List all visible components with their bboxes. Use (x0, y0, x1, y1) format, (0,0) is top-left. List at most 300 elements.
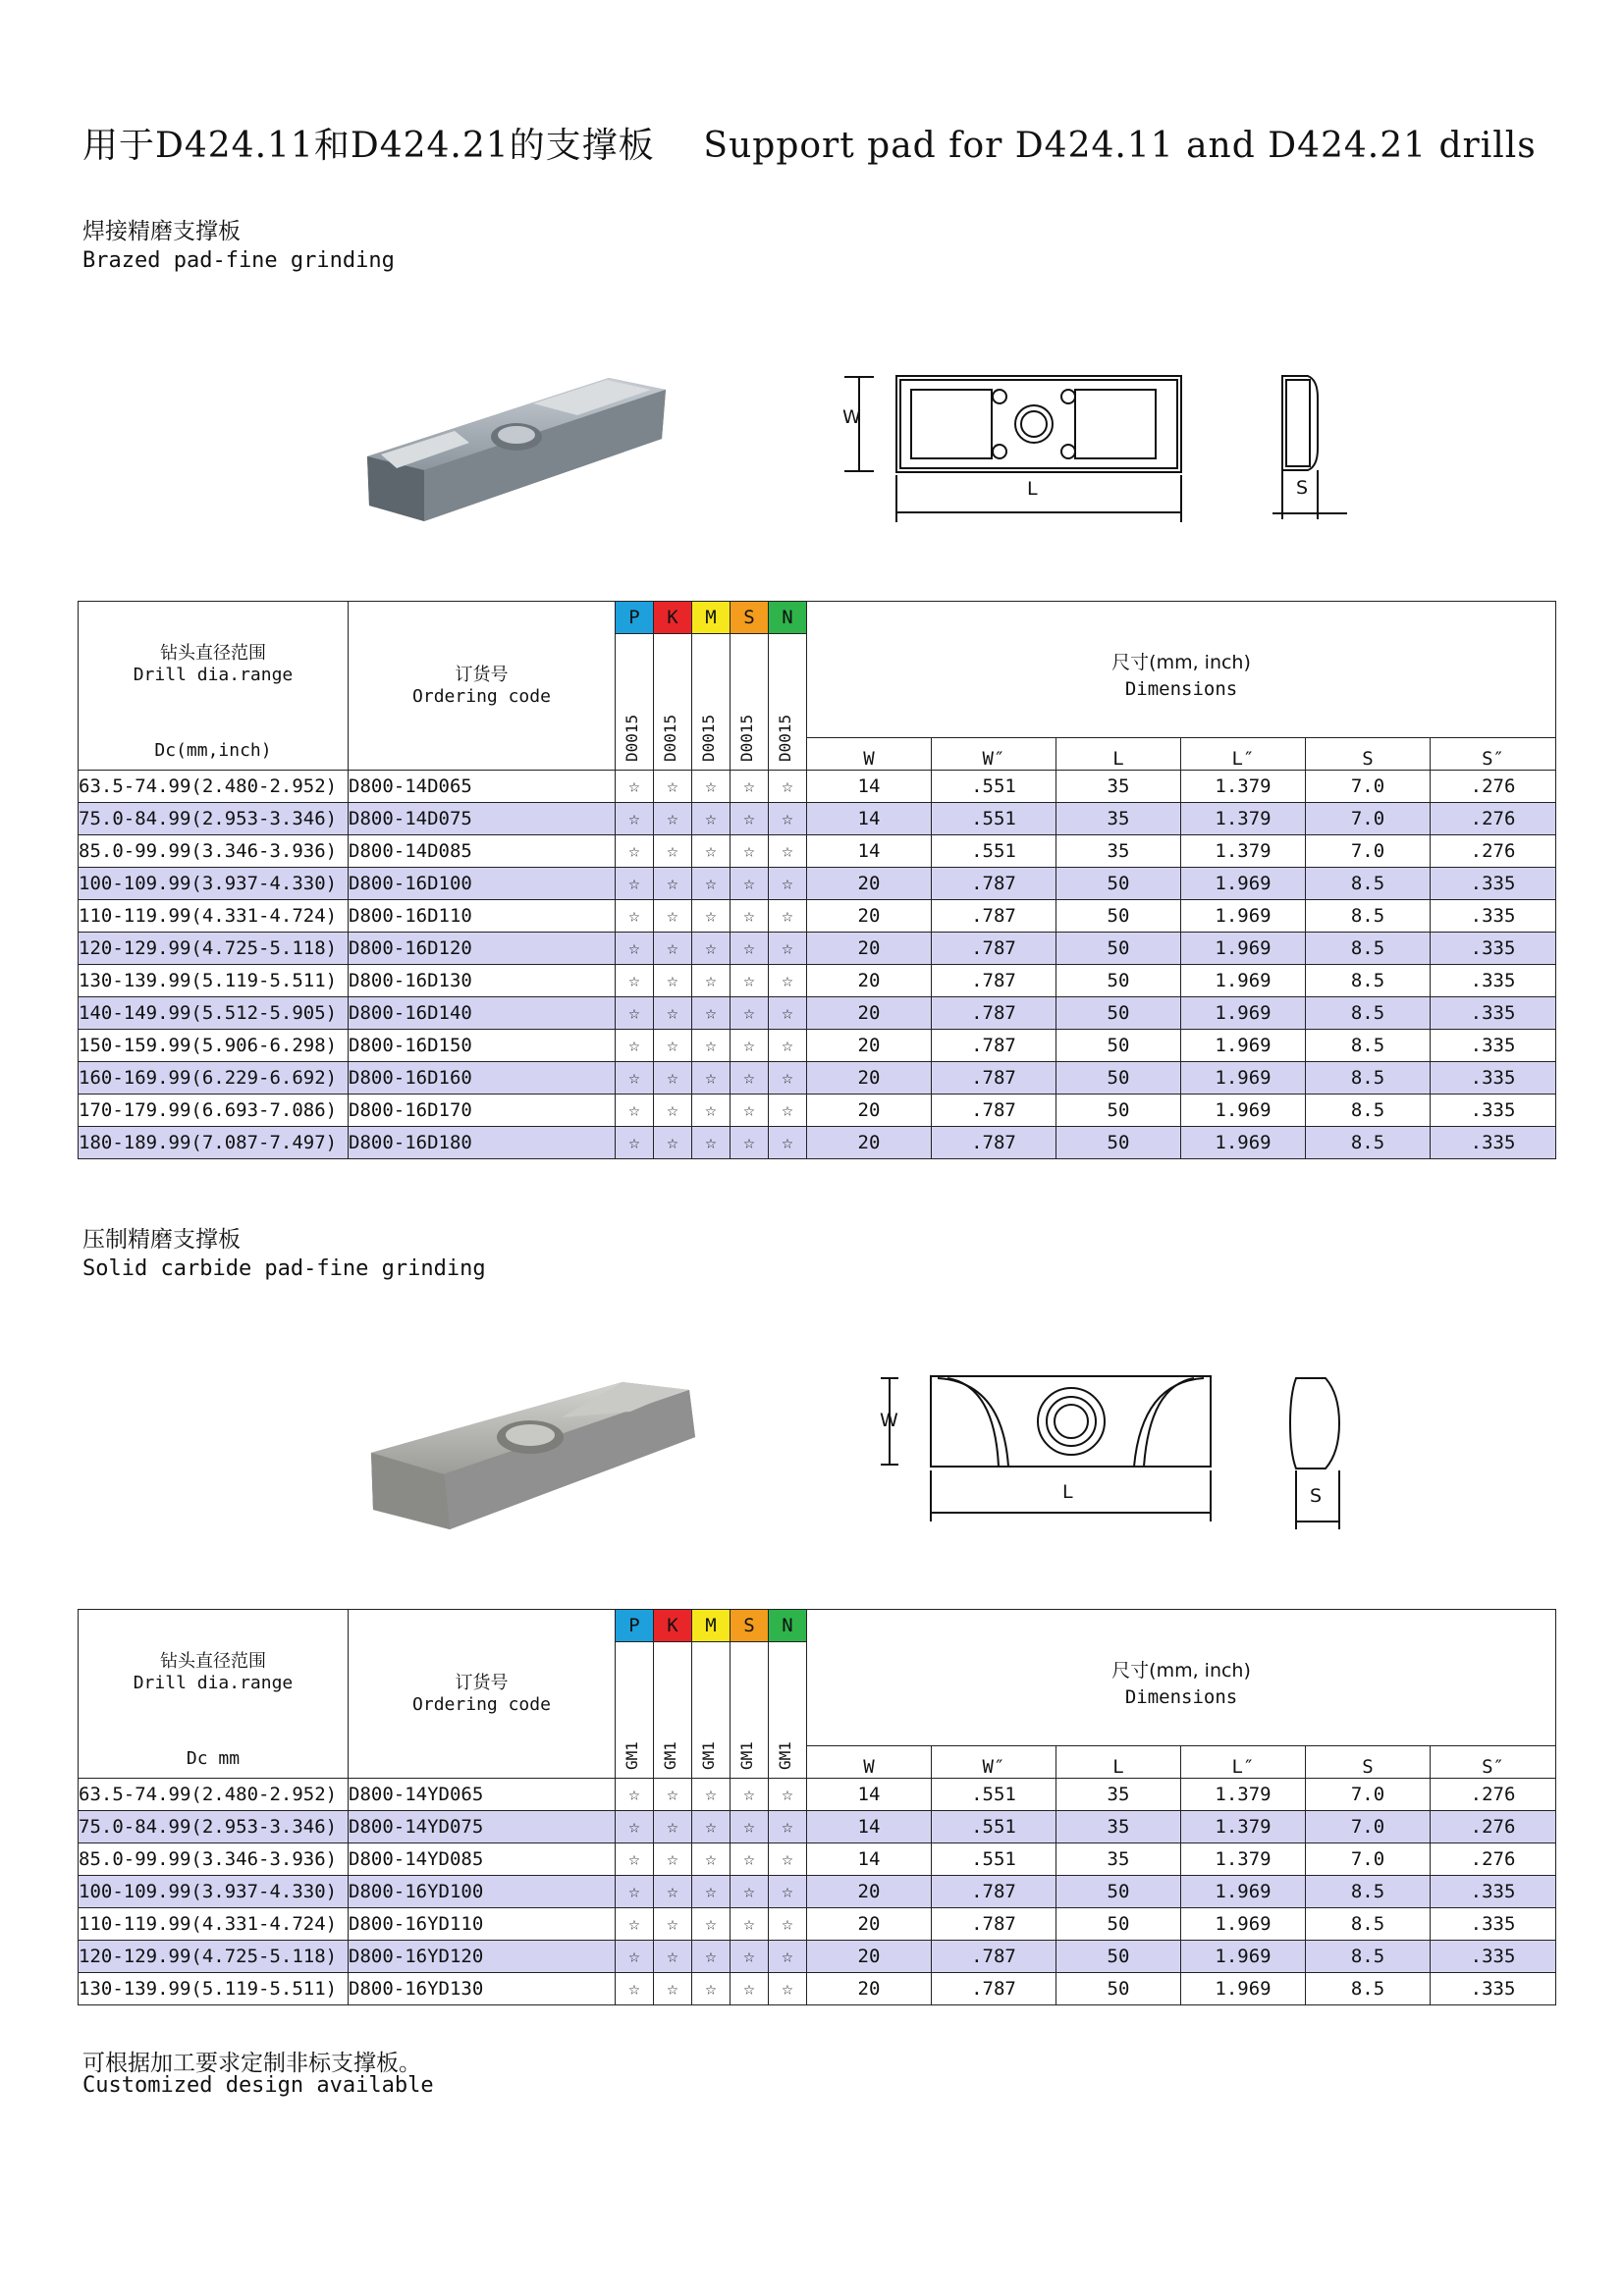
grade-label: GM1 (737, 1741, 756, 1770)
availability-star: ☆ (731, 1908, 769, 1941)
grade-cell (654, 1642, 692, 1779)
availability-star: ☆ (654, 1908, 692, 1941)
col-w-inch: W″ (932, 1745, 1056, 1778)
col-s-inch: S″ (1431, 1745, 1556, 1778)
dimension-s-cell: 7.0 (1306, 771, 1431, 803)
drill-range-cell: 160-169.99(6.229-6.692) (79, 1062, 349, 1095)
dimension-l-cell: 35 (1056, 1811, 1181, 1843)
solid-carbide-pad-table (78, 1609, 1556, 2005)
table-row (79, 1941, 1556, 1973)
availability-star: ☆ (731, 965, 769, 997)
drill-range-cell: 75.0-84.99(2.953-3.346) (79, 1811, 349, 1843)
availability-star: ☆ (769, 835, 807, 868)
dimension-w-cell: 20 (807, 1973, 932, 2005)
dimension-s-in-cell: .276 (1431, 1779, 1556, 1811)
availability-star: ☆ (731, 1095, 769, 1127)
dimension-s-cell: 8.5 (1306, 1908, 1431, 1941)
dimension-s-cell: 8.5 (1306, 1030, 1431, 1062)
code-header-en: Ordering code (412, 686, 551, 707)
dimension-s-in-cell: .276 (1431, 1843, 1556, 1876)
availability-star: ☆ (616, 1030, 654, 1062)
availability-star: ☆ (769, 1127, 807, 1159)
ordering-code-cell: D800-16YD120 (349, 1941, 616, 1973)
dimension-s-cell: 7.0 (1306, 1779, 1431, 1811)
dimension-w-in-cell: .551 (932, 803, 1056, 835)
table-row (79, 1062, 1556, 1095)
dim-label-s: S (1296, 477, 1309, 499)
ordering-code-cell: D800-16YD130 (349, 1973, 616, 2005)
range-unit: Dc mm (186, 1748, 241, 1769)
availability-star: ☆ (616, 1941, 654, 1973)
availability-star: ☆ (654, 1811, 692, 1843)
drill-range-cell: 63.5-74.99(2.480-2.952) (79, 1779, 349, 1811)
availability-star: ☆ (654, 1876, 692, 1908)
col-s: S (1306, 1745, 1431, 1778)
ordering-code-cell: D800-14YD085 (349, 1843, 616, 1876)
availability-star: ☆ (692, 1973, 731, 2005)
grade-label: D0015 (737, 714, 756, 762)
dimension-l-in-cell: 1.969 (1181, 933, 1306, 965)
dimension-w-cell: 20 (807, 933, 932, 965)
ordering-code-cell: D800-14D075 (349, 803, 616, 835)
drill-range-cell: 140-149.99(5.512-5.905) (79, 997, 349, 1030)
dimension-s-cell: 8.5 (1306, 1127, 1431, 1159)
availability-star: ☆ (731, 868, 769, 900)
dimension-l-in-cell: 1.969 (1181, 1127, 1306, 1159)
dimension-w-in-cell: .787 (932, 1941, 1056, 1973)
availability-star: ☆ (731, 1062, 769, 1095)
col-w: W (807, 737, 932, 770)
drill-range-cell: 170-179.99(6.693-7.086) (79, 1095, 349, 1127)
dimension-w-cell: 20 (807, 1127, 932, 1159)
dimension-w-in-cell: .551 (932, 835, 1056, 868)
availability-star: ☆ (616, 965, 654, 997)
dimension-l-in-cell: 1.379 (1181, 1843, 1306, 1876)
availability-star: ☆ (692, 1843, 731, 1876)
dims-header-en: Dimensions (1124, 1685, 1238, 1708)
dimension-s-cell: 8.5 (1306, 1062, 1431, 1095)
dims-header (807, 634, 1556, 738)
dimension-w-cell: 20 (807, 1062, 932, 1095)
availability-star: ☆ (616, 1908, 654, 1941)
dimension-w-cell: 14 (807, 1843, 932, 1876)
dimension-w-cell: 20 (807, 1941, 932, 1973)
dimension-l-cell: 35 (1056, 771, 1181, 803)
grade-cell (731, 634, 769, 771)
dimension-s-cell: 8.5 (1306, 1876, 1431, 1908)
availability-star: ☆ (616, 900, 654, 933)
col-l-inch: L″ (1181, 1745, 1306, 1778)
dimension-w-in-cell: .551 (932, 771, 1056, 803)
grade-label: GM1 (699, 1741, 718, 1770)
drill-range-cell: 100-109.99(3.937-4.330) (79, 1876, 349, 1908)
drill-range-cell: 120-129.99(4.725-5.118) (79, 1941, 349, 1973)
availability-star: ☆ (654, 900, 692, 933)
availability-star: ☆ (654, 1779, 692, 1811)
dimension-l-in-cell: 1.969 (1181, 1030, 1306, 1062)
dims-header-top (807, 1610, 1556, 1642)
availability-star: ☆ (692, 1095, 731, 1127)
ordering-code-cell: D800-14YD065 (349, 1779, 616, 1811)
availability-star: ☆ (731, 933, 769, 965)
table-row (79, 1973, 1556, 2005)
availability-star: ☆ (692, 1127, 731, 1159)
dimension-l-in-cell: 1.969 (1181, 1941, 1306, 1973)
availability-star: ☆ (731, 997, 769, 1030)
grade-label: D0015 (776, 714, 794, 762)
dimension-l-in-cell: 1.969 (1181, 965, 1306, 997)
footnote-cn: 可根据加工要求定制非标支撑板。 (82, 2051, 421, 2076)
table-row (79, 1779, 1556, 1811)
dimension-w-in-cell: .787 (932, 900, 1056, 933)
availability-star: ☆ (769, 1811, 807, 1843)
availability-star: ☆ (616, 1843, 654, 1876)
section2-title-en: Solid carbide pad-fine grinding (82, 1256, 486, 1281)
grade-cell (769, 634, 807, 771)
dimension-l-cell: 50 (1056, 1908, 1181, 1941)
dimension-s-cell: 8.5 (1306, 1973, 1431, 2005)
drill-range-cell: 100-109.99(3.937-4.330) (79, 868, 349, 900)
dimension-w-cell: 14 (807, 835, 932, 868)
grade-label: D0015 (699, 714, 718, 762)
col-w: W (807, 1745, 932, 1778)
dimension-l-cell: 35 (1056, 1843, 1181, 1876)
dimension-l-in-cell: 1.379 (1181, 1779, 1306, 1811)
drill-range-cell: 85.0-99.99(3.346-3.936) (79, 835, 349, 868)
range-header (79, 602, 349, 771)
dimension-w-cell: 20 (807, 997, 932, 1030)
availability-star: ☆ (616, 1127, 654, 1159)
availability-star: ☆ (616, 1876, 654, 1908)
dimension-l-cell: 50 (1056, 1127, 1181, 1159)
availability-star: ☆ (731, 771, 769, 803)
dimension-s-cell: 7.0 (1306, 803, 1431, 835)
dimension-l-cell: 50 (1056, 933, 1181, 965)
dimension-s-in-cell: .276 (1431, 1811, 1556, 1843)
availability-star: ☆ (692, 1908, 731, 1941)
ordering-code-cell: D800-14D065 (349, 771, 616, 803)
table-row (79, 933, 1556, 965)
table-row (79, 803, 1556, 835)
dimension-w-cell: 20 (807, 1030, 932, 1062)
material-s: S (731, 1610, 769, 1642)
dimension-w-cell: 20 (807, 1876, 932, 1908)
dimension-s-cell: 8.5 (1306, 933, 1431, 965)
dimension-l-cell: 50 (1056, 1876, 1181, 1908)
ordering-code-cell: D800-16D100 (349, 868, 616, 900)
dims-header-en: Dimensions (1124, 677, 1238, 700)
dimension-l-in-cell: 1.379 (1181, 803, 1306, 835)
availability-star: ☆ (731, 1876, 769, 1908)
availability-star: ☆ (654, 933, 692, 965)
ordering-code-cell: D800-16D140 (349, 997, 616, 1030)
code-header-cn: 订货号 (455, 1673, 509, 1693)
availability-star: ☆ (692, 803, 731, 835)
availability-star: ☆ (654, 997, 692, 1030)
availability-star: ☆ (769, 1941, 807, 1973)
solid-carbide-pad-drawing (877, 1372, 1217, 1527)
dim-label-l: L (1027, 478, 1038, 500)
brazed-pad-drawing (835, 365, 1188, 528)
grade-label: GM1 (661, 1741, 679, 1770)
table-row (79, 1876, 1556, 1908)
dim-label-l-2: L (1062, 1481, 1073, 1503)
availability-star: ☆ (654, 1973, 692, 2005)
availability-star: ☆ (731, 835, 769, 868)
dimension-w-cell: 14 (807, 1811, 932, 1843)
drill-range-cell: 180-189.99(7.087-7.497) (79, 1127, 349, 1159)
col-l-inch: L″ (1181, 737, 1306, 770)
dimension-l-cell: 50 (1056, 1941, 1181, 1973)
availability-star: ☆ (769, 1062, 807, 1095)
grade-cell (692, 1642, 731, 1779)
dimension-w-in-cell: .787 (932, 1062, 1056, 1095)
dimension-l-in-cell: 1.379 (1181, 771, 1306, 803)
section1-title-cn: 焊接精磨支撑板 (82, 219, 241, 244)
availability-star: ☆ (731, 1127, 769, 1159)
dim-label-s-2: S (1310, 1485, 1323, 1507)
availability-star: ☆ (769, 900, 807, 933)
drill-range-cell: 150-159.99(5.906-6.298) (79, 1030, 349, 1062)
availability-star: ☆ (654, 771, 692, 803)
dimension-w-cell: 20 (807, 1095, 932, 1127)
dimension-w-cell: 14 (807, 771, 932, 803)
grade-cell (654, 634, 692, 771)
availability-star: ☆ (692, 997, 731, 1030)
availability-star: ☆ (616, 771, 654, 803)
page-title: 用于D424.11和D424.21的支撑板 Support pad for D424.11 and D424.21 drills (82, 126, 1537, 166)
range-header-cn: 钻头直径范围 (160, 643, 266, 664)
grade-label: D0015 (623, 714, 641, 762)
availability-star: ☆ (769, 997, 807, 1030)
dimension-s-in-cell: .335 (1431, 933, 1556, 965)
col-w-inch: W″ (932, 737, 1056, 770)
availability-star: ☆ (654, 868, 692, 900)
availability-star: ☆ (654, 965, 692, 997)
table-row (79, 965, 1556, 997)
brazed-pad-side-view (1272, 368, 1351, 525)
availability-star: ☆ (616, 1062, 654, 1095)
drill-range-cell: 85.0-99.99(3.346-3.936) (79, 1843, 349, 1876)
dimension-w-cell: 14 (807, 1779, 932, 1811)
table-row (79, 1030, 1556, 1062)
availability-star: ☆ (769, 1095, 807, 1127)
grade-cell (731, 1642, 769, 1779)
dims-header-cn: 尺寸(mm, inch) (1111, 1659, 1251, 1682)
drill-range-cell: 130-139.99(5.119-5.511) (79, 1973, 349, 2005)
dimension-w-in-cell: .787 (932, 868, 1056, 900)
dimension-w-in-cell: .551 (932, 1779, 1056, 1811)
dimension-w-in-cell: .787 (932, 1973, 1056, 2005)
table-row (79, 900, 1556, 933)
dimension-s-in-cell: .276 (1431, 835, 1556, 868)
dimension-w-in-cell: .787 (932, 1876, 1056, 1908)
availability-star: ☆ (731, 1030, 769, 1062)
availability-star: ☆ (769, 1779, 807, 1811)
ordering-code-cell: D800-16D120 (349, 933, 616, 965)
code-header (349, 602, 616, 771)
availability-star: ☆ (731, 1941, 769, 1973)
dimension-s-in-cell: .335 (1431, 1908, 1556, 1941)
availability-star: ☆ (654, 1030, 692, 1062)
availability-star: ☆ (654, 835, 692, 868)
section1-title-en: Brazed pad-fine grinding (82, 248, 395, 273)
availability-star: ☆ (731, 900, 769, 933)
col-l: L (1056, 1745, 1181, 1778)
availability-star: ☆ (616, 1973, 654, 2005)
material-p: P (616, 602, 654, 634)
dimension-s-in-cell: .335 (1431, 1127, 1556, 1159)
dimension-w-in-cell: .787 (932, 1908, 1056, 1941)
availability-star: ☆ (769, 1973, 807, 2005)
availability-star: ☆ (731, 1779, 769, 1811)
dimension-l-cell: 50 (1056, 1095, 1181, 1127)
dimension-l-in-cell: 1.969 (1181, 1973, 1306, 2005)
dimension-l-cell: 50 (1056, 1973, 1181, 2005)
dimension-w-in-cell: .787 (932, 933, 1056, 965)
availability-star: ☆ (731, 803, 769, 835)
material-m: M (692, 602, 731, 634)
dimension-s-in-cell: .335 (1431, 965, 1556, 997)
material-m: M (692, 1610, 731, 1642)
ordering-code-cell: D800-14D085 (349, 835, 616, 868)
availability-star: ☆ (616, 997, 654, 1030)
availability-star: ☆ (769, 803, 807, 835)
dimension-s-in-cell: .335 (1431, 1030, 1556, 1062)
dim-label-w: W (842, 406, 861, 428)
footnote-en: Customized design available (82, 2073, 434, 2098)
ordering-code-cell: D800-16D180 (349, 1127, 616, 1159)
dimension-l-cell: 50 (1056, 868, 1181, 900)
dimension-l-cell: 35 (1056, 803, 1181, 835)
availability-star: ☆ (692, 1779, 731, 1811)
dimension-l-in-cell: 1.969 (1181, 997, 1306, 1030)
availability-star: ☆ (654, 1127, 692, 1159)
availability-star: ☆ (616, 868, 654, 900)
dimension-s-cell: 7.0 (1306, 835, 1431, 868)
dimension-w-in-cell: .787 (932, 997, 1056, 1030)
material-n: N (769, 602, 807, 634)
table-row (79, 997, 1556, 1030)
dimension-l-in-cell: 1.379 (1181, 1811, 1306, 1843)
drill-range-cell: 75.0-84.99(2.953-3.346) (79, 803, 349, 835)
availability-star: ☆ (616, 803, 654, 835)
dimension-l-cell: 50 (1056, 1062, 1181, 1095)
availability-star: ☆ (692, 933, 731, 965)
dimension-w-cell: 14 (807, 803, 932, 835)
availability-star: ☆ (692, 1876, 731, 1908)
availability-star: ☆ (769, 1908, 807, 1941)
availability-star: ☆ (769, 933, 807, 965)
availability-star: ☆ (654, 1941, 692, 1973)
dimension-w-in-cell: .551 (932, 1811, 1056, 1843)
drill-range-cell: 63.5-74.99(2.480-2.952) (79, 771, 349, 803)
dimension-w-cell: 20 (807, 868, 932, 900)
dimension-l-in-cell: 1.969 (1181, 1095, 1306, 1127)
dimension-s-cell: 8.5 (1306, 997, 1431, 1030)
availability-star: ☆ (769, 965, 807, 997)
dimension-l-cell: 35 (1056, 1779, 1181, 1811)
dimension-l-cell: 50 (1056, 900, 1181, 933)
dimension-s-in-cell: .335 (1431, 900, 1556, 933)
dimension-l-cell: 50 (1056, 1030, 1181, 1062)
dimension-s-in-cell: .335 (1431, 1062, 1556, 1095)
grade-cell (769, 1642, 807, 1779)
dims-header (807, 1642, 1556, 1746)
solid-carbide-pad-image (365, 1376, 704, 1538)
dim-label-w-2: W (880, 1410, 898, 1431)
dimension-w-cell: 20 (807, 1908, 932, 1941)
availability-star: ☆ (616, 1811, 654, 1843)
availability-star: ☆ (692, 1062, 731, 1095)
dimension-l-cell: 50 (1056, 997, 1181, 1030)
availability-star: ☆ (692, 1811, 731, 1843)
availability-star: ☆ (769, 771, 807, 803)
table-row (79, 771, 1556, 803)
dimension-l-in-cell: 1.969 (1181, 1908, 1306, 1941)
material-p: P (616, 1610, 654, 1642)
availability-star: ☆ (731, 1973, 769, 2005)
brazed-pad-image (361, 368, 671, 525)
availability-star: ☆ (692, 965, 731, 997)
dimension-s-in-cell: .335 (1431, 1095, 1556, 1127)
availability-star: ☆ (654, 1062, 692, 1095)
dimension-w-in-cell: .551 (932, 1843, 1056, 1876)
table-row (79, 1811, 1556, 1843)
dimension-w-cell: 20 (807, 900, 932, 933)
dimension-s-in-cell: .335 (1431, 1973, 1556, 2005)
ordering-code-cell: D800-16D170 (349, 1095, 616, 1127)
dimension-l-cell: 35 (1056, 835, 1181, 868)
grade-cell (692, 634, 731, 771)
col-s: S (1306, 737, 1431, 770)
dimension-l-in-cell: 1.969 (1181, 1876, 1306, 1908)
ordering-code-cell: D800-16D110 (349, 900, 616, 933)
table-row (79, 868, 1556, 900)
dimension-w-in-cell: .787 (932, 965, 1056, 997)
dimension-s-cell: 7.0 (1306, 1843, 1431, 1876)
dimension-l-in-cell: 1.969 (1181, 900, 1306, 933)
dimension-s-cell: 8.5 (1306, 1941, 1431, 1973)
material-k: K (654, 602, 692, 634)
code-header (349, 1610, 616, 1779)
availability-star: ☆ (769, 1030, 807, 1062)
range-header-cn: 钻头直径范围 (160, 1651, 266, 1672)
drill-range-cell: 120-129.99(4.725-5.118) (79, 933, 349, 965)
drill-range-cell: 110-119.99(4.331-4.724) (79, 900, 349, 933)
dimension-s-cell: 7.0 (1306, 1811, 1431, 1843)
table-row (79, 835, 1556, 868)
code-header-cn: 订货号 (455, 665, 509, 685)
col-l: L (1056, 737, 1181, 770)
range-header-en: Drill dia.range (133, 665, 294, 685)
availability-star: ☆ (616, 1779, 654, 1811)
availability-star: ☆ (769, 1843, 807, 1876)
dimension-s-in-cell: .335 (1431, 1941, 1556, 1973)
dimension-l-cell: 50 (1056, 965, 1181, 997)
grade-label: GM1 (776, 1741, 794, 1770)
range-header-en: Drill dia.range (133, 1673, 294, 1693)
dimension-w-in-cell: .787 (932, 1095, 1056, 1127)
dims-header-top (807, 602, 1556, 634)
dimension-s-in-cell: .335 (1431, 1876, 1556, 1908)
availability-star: ☆ (616, 835, 654, 868)
grade-cell (616, 634, 654, 771)
table-row (79, 1127, 1556, 1159)
dimension-s-cell: 8.5 (1306, 900, 1431, 933)
material-n: N (769, 1610, 807, 1642)
ordering-code-cell: D800-16D150 (349, 1030, 616, 1062)
